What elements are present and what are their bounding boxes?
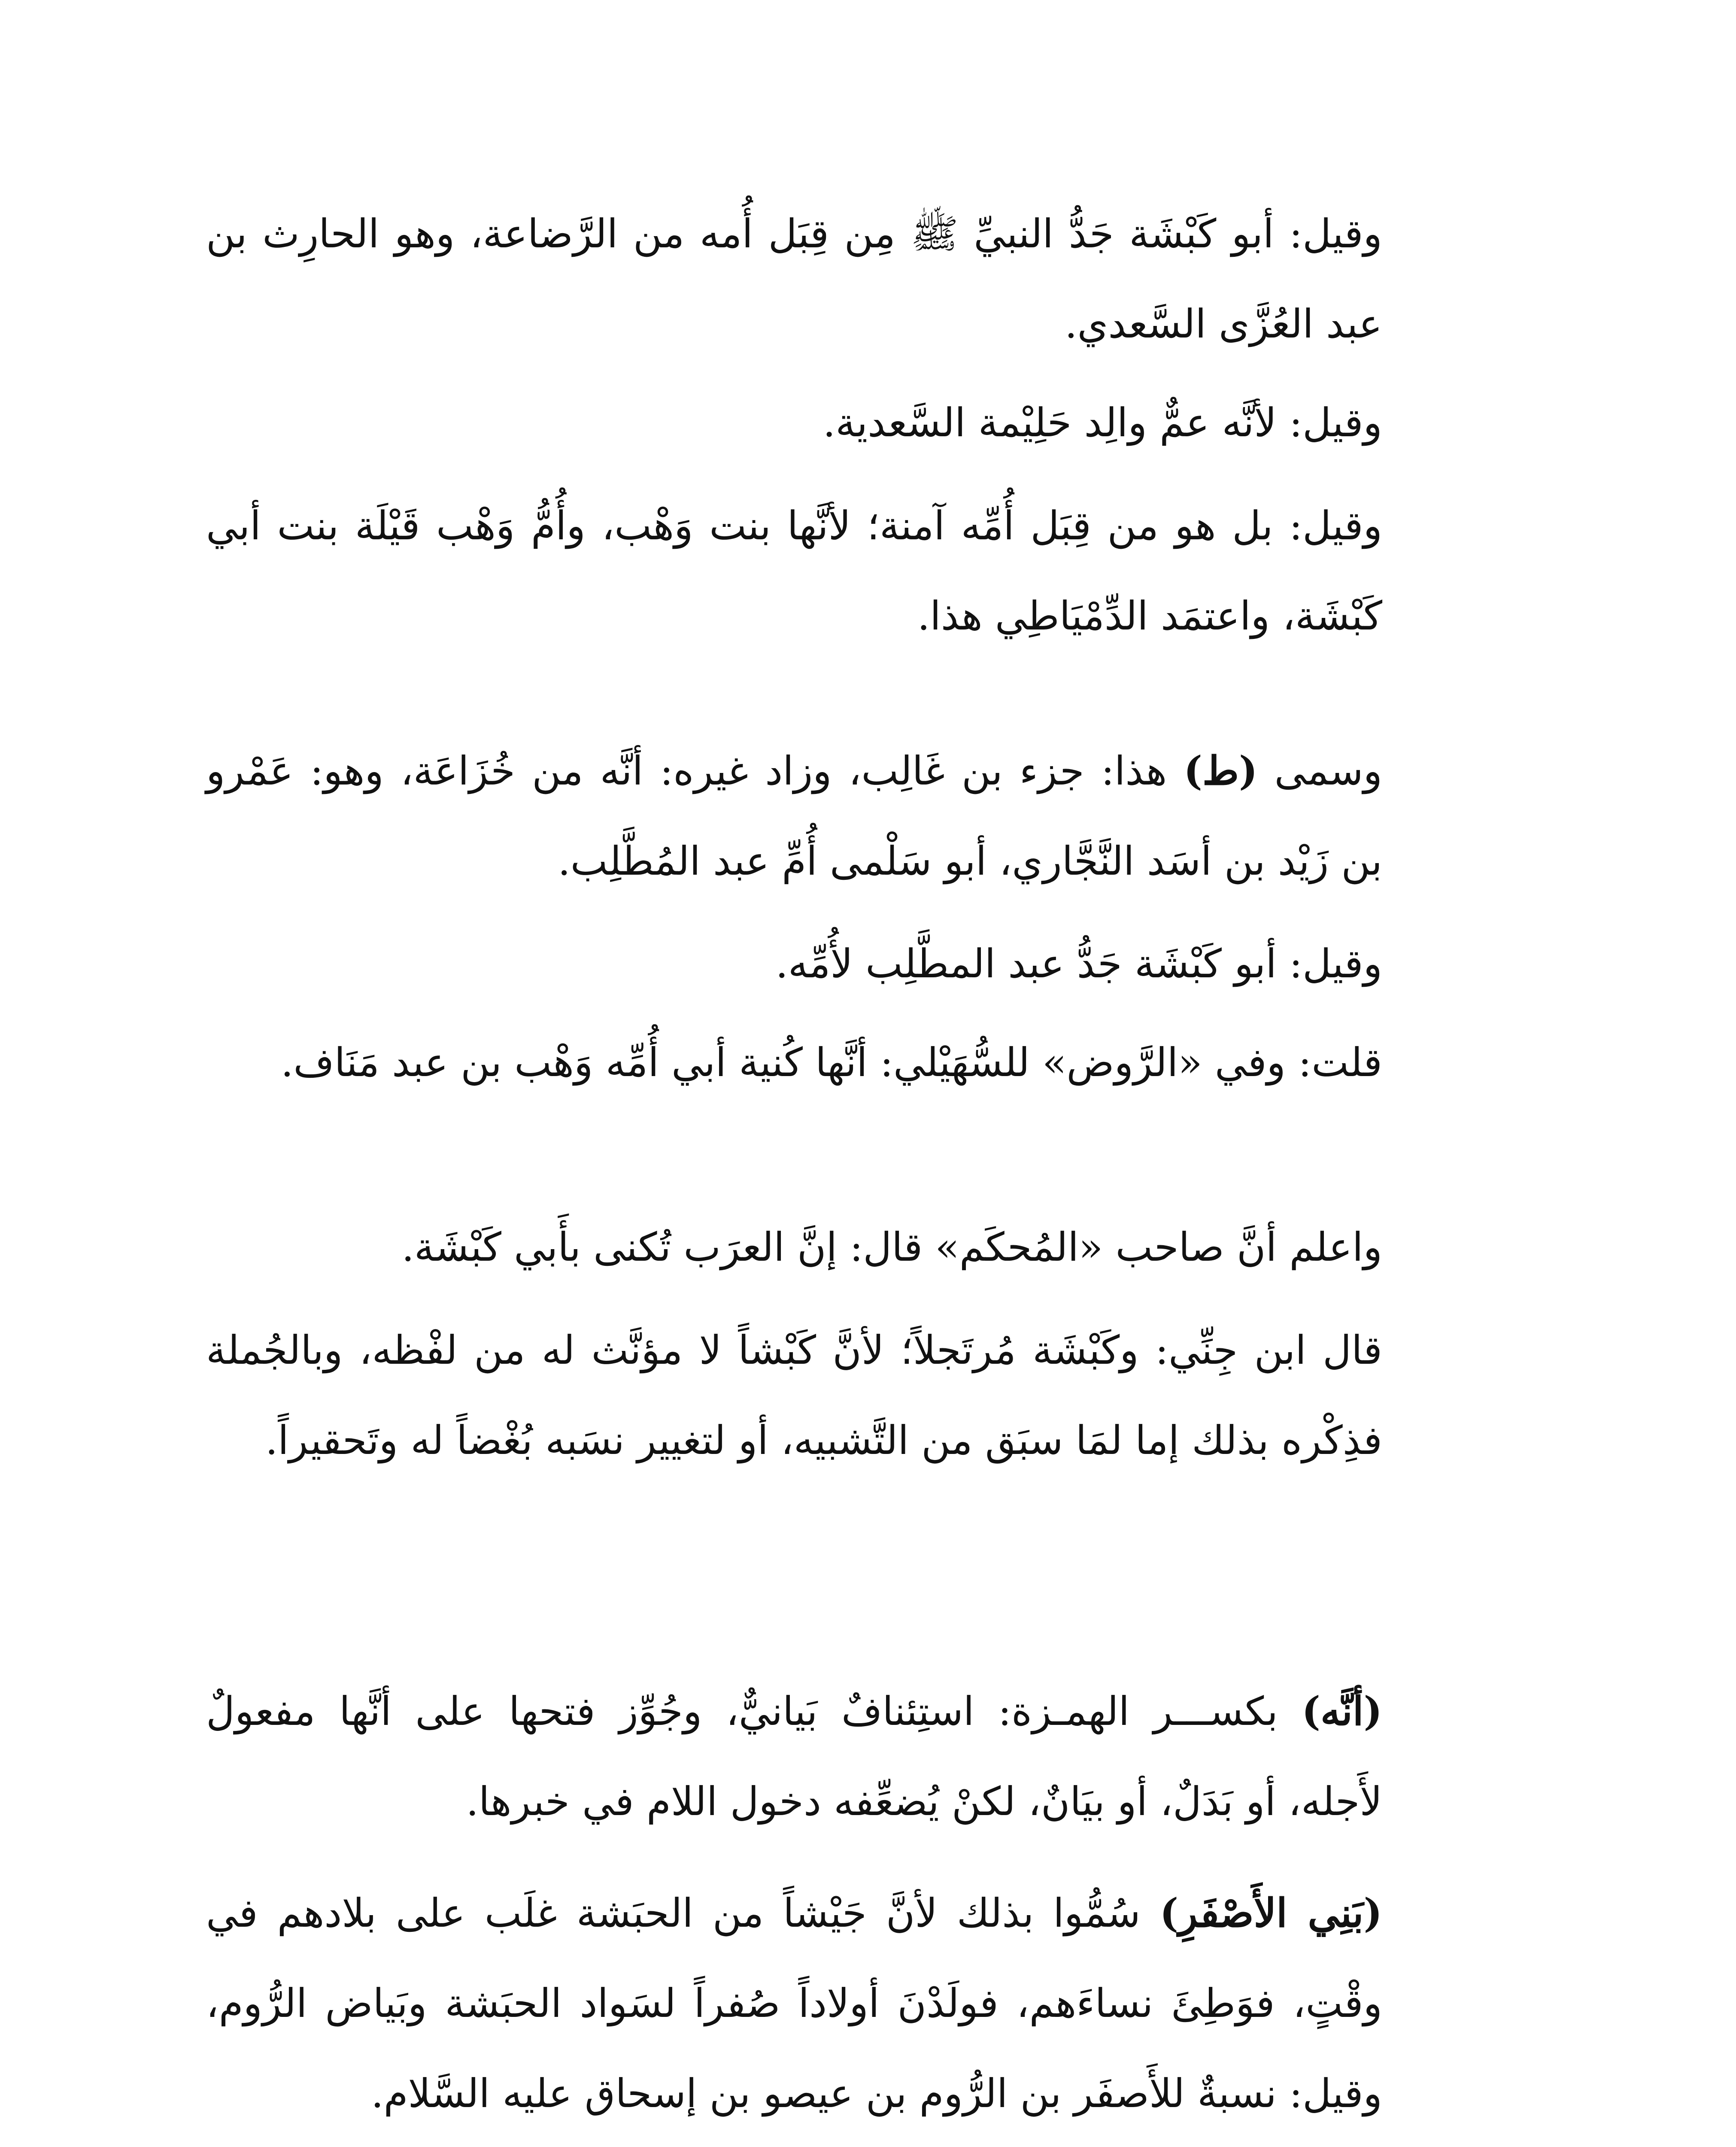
paragraph-text: وقيل: أبو كَبْشَة جَدُّ النبيِّ ﷺ مِن قِبَل أُمه من الرَّضاعة، وهو الحارِث بن عبد العُزَّى السَّعدي. xyxy=(206,211,1382,347)
paragraph-label: (ط) xyxy=(1184,748,1258,794)
paragraph-abu-kabsha-grandfather xyxy=(206,189,1382,369)
paragraph-muhkam xyxy=(206,1202,1382,1292)
paragraph-abdulmuttalib-grandfather xyxy=(206,919,1382,1009)
paragraph-text: هذا: جزء بن غَالِب، وزاد غيره: أنَّه من خُزَاعَة، وهو: عَمْرو بن زَيْد بن أسَد النَّجَّاري، أبو سَلْمى أُمِّ عبد المُطَّلِب. xyxy=(206,748,1382,884)
paragraph-amina-side xyxy=(206,481,1382,661)
paragraph-text: وقيل: أبو كَبْشَة جَدُّ عبد المطَّلِب لأُمِّه. xyxy=(775,941,1382,987)
paragraph-label: (بَنِي الأَصْفَرِ) xyxy=(1159,1890,1382,1936)
paragraph-text: واعلم أنَّ صاحب «المُحكَم» قال: إنَّ العرَب تُكنى بأَبي كَبْشَة. xyxy=(401,1224,1382,1270)
paragraph-text: وقيل: لأنَّه عمٌّ والِد حَلِيْمة السَّعدية. xyxy=(822,400,1382,446)
paragraph-rawd-suhayli xyxy=(206,1018,1382,1108)
paragraph-halima-uncle xyxy=(206,378,1382,468)
paragraph-text: بكســـر الهمـزة: استِئنافٌ بَيانيٌّ، وجُوِّز فتحها على أنَّها مفعولٌ لأَجله، أو بَدَلٌ، أو بيَانٌ، لكنْ يُضعِّفه دخول اللام في خبرها. xyxy=(206,1688,1382,1825)
paragraph-text: سُمُّوا بذلك لأنَّ جَيْشاً من الحبَشة غلَب على بلادهم في وقْتٍ، فوَطِئَ نساءَهم، فولَدْنَ أولاداً صُفراً لسَواد الحبَشة وبَياض الرُّوم، وقيل: نسبةٌ للأَصفَر بن الرُّوم بن عيصو بن إسحاق عليه السَّلام. xyxy=(206,1890,1382,2117)
paragraph-text: وقيل: بل هو من قِبَل أُمِّه آمنة؛ لأنَّها بنت وَهْب، وأُمُّ وَهْب قَيْلَة بنت أبي كَبْشَة، واعتمَد الدِّمْيَاطِي هذا. xyxy=(206,503,1382,639)
paragraph-text: قلت: وفي «الرَّوض» للسُّهَيْلي: أنَّها كُنية أبي أُمِّه وَهْب بن عبد مَنَاف. xyxy=(281,1040,1382,1086)
paragraph-text: قال ابن جِنِّي: وكَبْشَة مُرتَجلاً؛ لأنَّ كَبْشاً لا مؤنَّث له من لفْظه، وبالجُملة فذِكْره بذلك إما لمَا سبَق من التَّشبيه، أو لتغيير نسَبه بُغْضاً له وتَحقيراً. xyxy=(206,1327,1382,1463)
paragraph-label: (أنَّه) xyxy=(1302,1688,1382,1734)
paragraph-bani-al-asfar xyxy=(206,1868,1382,2139)
paragraph-ibn-jinni xyxy=(206,1305,1382,1486)
paragraph-lead-word: وسمى xyxy=(1274,748,1382,794)
paragraph-named-juz xyxy=(206,726,1382,906)
paragraph-annahu-grammar xyxy=(206,1666,1382,1847)
